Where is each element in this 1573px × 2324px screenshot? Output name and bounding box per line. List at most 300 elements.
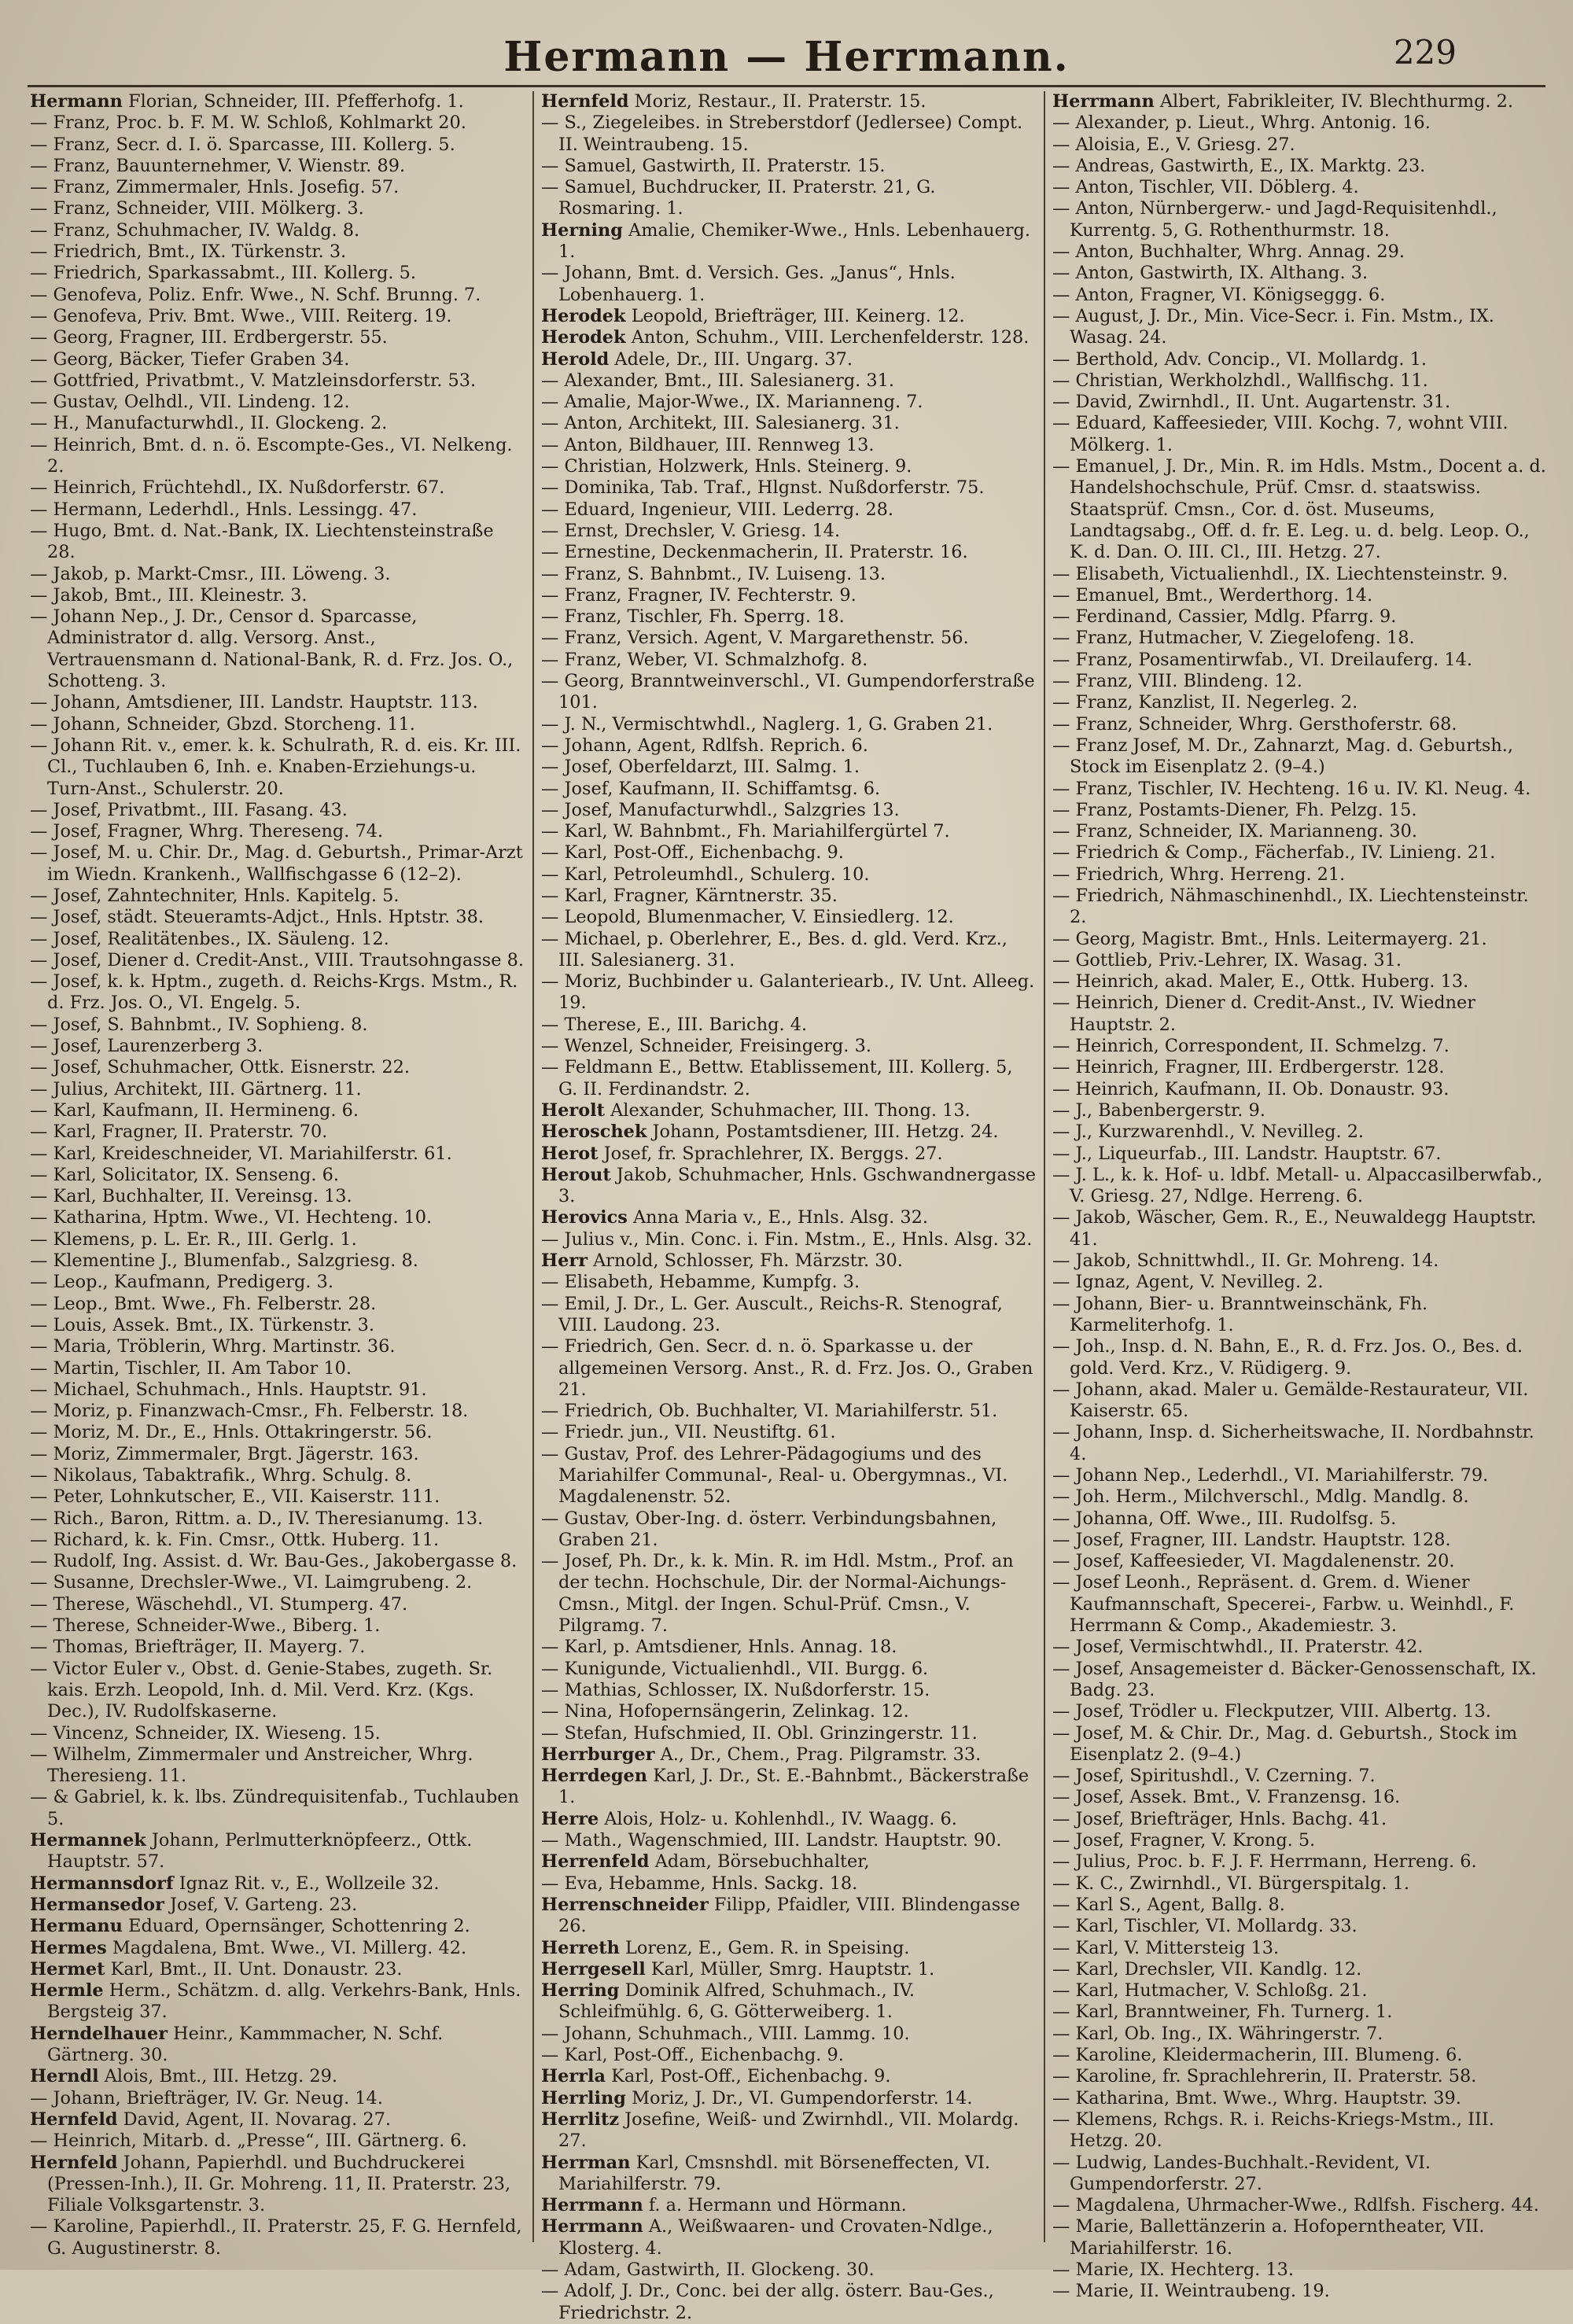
- entry-text: — Aloisia, E., V. Griesg. 27.: [1052, 134, 1295, 155]
- entry-text: Karl, Bmt., II. Unt. Donaustr. 23.: [110, 1958, 403, 1980]
- entry-text: — Vincenz, Schneider, IX. Wieseng. 15.: [30, 1722, 381, 1744]
- directory-entry: [1052, 735, 1548, 779]
- entry-text: — Ernestine, Deckenmacherin, II. Praterstr. 16.: [541, 542, 968, 563]
- directory-entry: [1052, 2109, 1548, 2153]
- entry-text: — Josef, Assek. Bmt., V. Franzensg. 16.: [1052, 1787, 1401, 1808]
- entry-text: Magdalena, Bmt. Wwe., VI. Millerg. 42.: [112, 1937, 467, 1958]
- entry-text: — Gustav, Prof. des Lehrer-Pädagogiums und des Mariahilfer Communal-, Real- u. Obergymnas., VI. Magdalenenstr. 52.: [541, 1443, 1008, 1508]
- entry-text: — Victor Euler v., Obst. d. Genie-Stabes, zugeth. Sr. kais. Erzh. Leopold, Inh. d. Mil. Verd. Krz. (Kgs. Dec.), IV. Rudolfskaserne.: [30, 1658, 493, 1722]
- directory-entry: [30, 1100, 525, 1121]
- entry-text: — Elisabeth, Hebamme, Kumpfg. 3.: [541, 1272, 860, 1293]
- directory-entry: [1052, 306, 1548, 349]
- directory-entry: [30, 1465, 525, 1486]
- entry-surname: Herring: [541, 1980, 620, 2002]
- directory-entry: [1052, 1959, 1548, 1980]
- directory-entry: [30, 349, 525, 370]
- entry-text: — Franz, Schneider, IX. Marianneng. 30.: [1052, 821, 1417, 842]
- directory-entry: [541, 671, 1037, 714]
- directory-entry: [30, 971, 525, 1015]
- directory-entry: [30, 1744, 525, 1788]
- directory-entry: [1052, 950, 1548, 971]
- directory-entry: [30, 2131, 525, 2152]
- entry-text: — Heinrich, Mitarb. d. „Presse“, III. Gärtnerg. 6.: [30, 2131, 467, 2152]
- entry-text: — Johann Nep., Lederhdl., VI. Mariahilferstr. 79.: [1052, 1465, 1489, 1486]
- directory-entry: [1052, 1465, 1548, 1486]
- entry-surname: Herold: [541, 348, 610, 370]
- directory-entry: [1052, 134, 1548, 156]
- directory-entry: [541, 886, 1037, 907]
- entry-text: — Friedr. jun., VII. Neustiftg. 61.: [541, 1422, 836, 1443]
- directory-entry: [541, 1723, 1037, 1744]
- directory-entry: [541, 1938, 1037, 1959]
- entry-text: — Franz, Bauunternehmer, V. Wienstr. 89.: [30, 155, 406, 176]
- entry-text: — Gustav, Ober-Ing. d. österr. Verbindungsbahnen, Graben 21.: [541, 1508, 997, 1550]
- entry-surname: Herrburger: [541, 1744, 655, 1765]
- directory-entry: [541, 714, 1037, 735]
- directory-entry: [1052, 800, 1548, 821]
- entry-text: — Friedrich, Gen. Secr. d. n. ö. Sparkasse u. der allgemeinen Versorg. Anst., R. d. Frz. Jos. O., Graben 21.: [541, 1336, 1033, 1400]
- entry-text: — Emil, J. Dr., L. Ger. Auscult., Reichs-R. Stenograf, VIII. Laudong. 23.: [541, 1293, 1003, 1335]
- entry-text: — Samuel, Gastwirth, II. Praterstr. 15.: [541, 155, 886, 176]
- directory-entry: [541, 1036, 1037, 1057]
- directory-entry: [1052, 628, 1548, 649]
- directory-entry: [541, 1508, 1037, 1552]
- entry-text: — Josef, städt. Steueramts-Adjct., Hnls. Hptstr. 38.: [30, 907, 484, 928]
- directory-entry: [1052, 177, 1548, 198]
- entry-text: — David, Zwirnhdl., II. Unt. Augartenstr. 31.: [1052, 392, 1451, 413]
- entry-text: — Josef, k. k. Hptm., zugeth. d. Reichs-Krgs. Mstm., R. d. Frz. Jos. O., VI. Engelg. 5.: [30, 971, 518, 1014]
- directory-entry: [541, 2109, 1037, 2153]
- entry-text: — Franz, Versich. Agent, V. Margarethenstr. 56.: [541, 628, 969, 649]
- directory-entry: [30, 1551, 525, 1572]
- entry-text: — Hermann, Lederhdl., Hnls. Lessingg. 47.: [30, 499, 418, 520]
- directory-entry: [30, 263, 525, 284]
- directory-entry: [541, 349, 1037, 370]
- entry-text: — J., Kurzwarenhdl., V. Nevilleg. 2.: [1052, 1121, 1365, 1143]
- entry-text: — Klemens, Rchgs. R. i. Reichs-Kriegs-Mstm., III. Hetzg. 20.: [1052, 2109, 1494, 2152]
- entry-text: — Genofeva, Poliz. Enfr. Wwe., N. Schf. Brunng. 7.: [30, 284, 481, 305]
- entry-surname: Herrman: [541, 2152, 631, 2173]
- entry-text: — Johann, akad. Maler u. Gemälde-Restaurateur, VII. Kaiserstr. 65.: [1052, 1379, 1529, 1422]
- entry-text: — Anton, Buchhalter, Whrg. Annag. 29.: [1052, 241, 1405, 263]
- entry-text: — Moriz, p. Finanzwach-Cmsr., Fh. Felberstr. 18.: [30, 1401, 469, 1422]
- entry-text: — Heinrich, Früchtehdl., IX. Nußdorferstr. 67.: [30, 477, 445, 499]
- directory-entry: [30, 327, 525, 348]
- directory-entry: [30, 177, 525, 198]
- entry-text: David, Agent, II. Novarag. 27.: [123, 2109, 391, 2130]
- header-rule: [28, 85, 1545, 87]
- directory-entry: [1052, 456, 1548, 563]
- entry-text: — Karl, Petroleumhdl., Schulerg. 10.: [541, 864, 870, 885]
- directory-entry: [541, 327, 1037, 348]
- entry-text: Karl, J. Dr., St. E.-Bahnbmt., Bäckerstraße 1.: [558, 1766, 1030, 1808]
- directory-entry: [541, 628, 1037, 649]
- entry-text: Heinr., Kammmacher, N. Schf. Gärtnerg. 30.: [47, 2023, 444, 2066]
- directory-entry: [1052, 241, 1548, 263]
- entry-text: — Feldmann E., Bettw. Etablissement, III. Kollerg. 5, G. II. Ferdinandstr. 2.: [541, 1057, 1013, 1099]
- directory-entry: [30, 1572, 525, 1593]
- entry-surname: Hermannek: [30, 1830, 146, 1851]
- entry-text: — Anton, Architekt, III. Salesianerg. 31.: [541, 413, 900, 434]
- entry-text: — Dominika, Tab. Traf., Hlgnst. Nußdorferstr. 75.: [541, 477, 985, 499]
- entry-text: — H., Manufacturwhdl., II. Glockeng. 2.: [30, 413, 388, 434]
- directory-entry: [30, 1015, 525, 1036]
- entry-text: Adele, Dr., III. Ungarg. 37.: [614, 348, 853, 370]
- entry-text: A., Dr., Chem., Prag. Pilgramstr. 33.: [660, 1744, 982, 1765]
- entry-text: — Mathias, Schlosser, IX. Nußdorferstr. 15.: [541, 1679, 930, 1700]
- directory-entry: [541, 929, 1037, 972]
- entry-surname: Hermannsdorf: [30, 1873, 174, 1894]
- directory-entry: [30, 112, 525, 134]
- entry-surname: Hernfeld: [30, 2109, 118, 2130]
- directory-entry: [541, 800, 1037, 821]
- entry-text: — Franz, Schneider, VIII. Mölkerg. 3.: [30, 198, 364, 219]
- directory-entry: [1052, 2066, 1548, 2087]
- entry-text: — Heinrich, akad. Maler, E., Ottk. Huberg. 13.: [1052, 971, 1469, 993]
- column-right: [1052, 91, 1548, 2302]
- entry-text: — Jakob, Schnittwhdl., II. Gr. Mohreng. 14.: [1052, 1250, 1439, 1272]
- entry-text: — Franz, Hutmacher, V. Ziegelofeng. 18.: [1052, 628, 1415, 649]
- entry-text: — Joh. Herm., Milchverschl., Mdlg. Mandlg. 8.: [1052, 1486, 1469, 1508]
- entry-text: — Franz, Schneider, Whrg. Gersthoferstr. 68.: [1052, 713, 1457, 735]
- directory-entry: [30, 1401, 525, 1422]
- directory-entry: [541, 864, 1037, 886]
- entry-text: — J., Liqueurfab., III. Landstr. Hauptstr. 67.: [1052, 1143, 1442, 1164]
- directory-entry: [541, 1766, 1037, 1809]
- directory-entry: [1052, 1121, 1548, 1143]
- directory-entry: [30, 1250, 525, 1272]
- entry-text: Josef, fr. Sprachlehrer, IX. Berggs. 27.: [603, 1143, 943, 1164]
- directory-entry: [30, 198, 525, 219]
- directory-entry: [30, 1830, 525, 1873]
- directory-entry: [541, 1207, 1037, 1228]
- directory-entry: [1052, 2045, 1548, 2066]
- entry-surname: Herovics: [541, 1207, 628, 1228]
- directory-entry: [30, 435, 525, 478]
- entry-text: — Johann, Insp. d. Sicherheitswache, II. Nordbahnstr. 4.: [1052, 1422, 1534, 1464]
- column-left: [30, 91, 525, 2259]
- directory-entry: [541, 2153, 1037, 2196]
- entry-text: — Friedrich, Sparkassabmt., III. Kollerg. 5.: [30, 263, 417, 284]
- directory-entry: [1052, 1057, 1548, 1078]
- entry-text: — Josef, M. u. Chir. Dr., Mag. d. Geburtsh., Primar-Arzt im Wiedn. Krankenh., Wallfischgasse 6 (12–2).: [30, 842, 523, 885]
- entry-text: Moriz, Restaur., II. Praterstr. 15.: [634, 91, 926, 112]
- entry-text: — Rich., Baron, Rittm. a. D., IV. Theresianumg. 13.: [30, 1508, 484, 1529]
- directory-entry: [1052, 1851, 1548, 1873]
- directory-entry: [1052, 671, 1548, 692]
- directory-entry: [30, 821, 525, 842]
- directory-entry: [30, 1358, 525, 1379]
- entry-text: Lorenz, E., Gem. R. in Speising.: [625, 1937, 910, 1958]
- entry-text: — Georg, Fragner, III. Erdbergerstr. 55.: [30, 327, 388, 348]
- entry-surname: Hermes: [30, 1937, 107, 1958]
- directory-entry: [1052, 1165, 1548, 1208]
- entry-text: — Marie, IX. Hechterg. 13.: [1052, 2259, 1295, 2280]
- entry-text: — Hugo, Bmt. d. Nat.-Bank, IX. Liechtensteinstraße 28.: [30, 520, 494, 563]
- directory-entry: [30, 370, 525, 392]
- directory-entry: [30, 929, 525, 950]
- directory-entry: [30, 1615, 525, 1637]
- directory-entry: [1052, 650, 1548, 671]
- entry-text: — Klementine J., Blumenfab., Salzgriesg. 8.: [30, 1250, 418, 1272]
- entry-surname: Heroschek: [541, 1121, 647, 1143]
- directory-entry: [30, 714, 525, 735]
- entry-text: Leopold, Briefträger, III. Keinerg. 12.: [631, 305, 965, 326]
- directory-entry: [1052, 1701, 1548, 1722]
- directory-entry: [30, 1229, 525, 1250]
- entry-text: Karl, Müller, Smrg. Hauptstr. 1.: [650, 1958, 935, 1980]
- directory-entry: [30, 1787, 525, 1830]
- entry-text: — Karl, Ob. Ing., IX. Währingerstr. 7.: [1052, 2023, 1383, 2044]
- directory-entry: [30, 241, 525, 263]
- entry-text: — Emanuel, J. Dr., Min. R. im Hdls. Mstm., Docent a. d. Handelshochschule, Prüf. Cmsr. d. staatswiss. Staatsprüf. Cmsn., Cor. d. öst. Museums, Landtagsabg., Off. d. fr. E. Leg. u. d. belg. Leop. O., K. d. Dan. O. III. Cl., III. Hetzg. 27.: [1052, 456, 1546, 563]
- directory-entry: [30, 220, 525, 241]
- entry-text: — Josef, Spiritushdl., V. Czerning. 7.: [1052, 1766, 1376, 1787]
- entry-text: — Karl, Fragner, Kärntnerstr. 35.: [541, 885, 838, 906]
- column-divider: [532, 91, 534, 2242]
- directory-entry: [30, 1165, 525, 1186]
- page-header: [0, 0, 1573, 87]
- entry-text: — Karoline, fr. Sprachlehrerin, II. Praterstr. 58.: [1052, 2066, 1477, 2087]
- entry-surname: Herrmann: [541, 2216, 643, 2237]
- entry-text: — & Gabriel, k. k. lbs. Zündrequisitenfab., Tuchlauben 5.: [30, 1787, 519, 1829]
- entry-text: — Michael, p. Oberlehrer, E., Bes. d. gld. Verd. Krz., III. Salesianerg. 31.: [541, 928, 1008, 970]
- directory-entry: [541, 220, 1037, 263]
- directory-entry: [1052, 1100, 1548, 1121]
- directory-entry: [30, 392, 525, 413]
- directory-entry: [1052, 1508, 1548, 1530]
- directory-entry: [541, 1272, 1037, 1293]
- entry-text: Herm., Schätzm. d. allg. Verkehrs-Bank, Hnls. Bergsteig 37.: [47, 1980, 521, 2023]
- entry-text: — Franz, Secr. d. I. ö. Sparcasse, III. Kollerg. 5.: [30, 134, 455, 155]
- entry-text: — Alexander, p. Lieut., Whrg. Antonig. 16.: [1052, 112, 1431, 134]
- directory-entry: [30, 1036, 525, 1057]
- entry-text: — Johann, Schneider, Gbzd. Storcheng. 11.: [30, 713, 415, 735]
- entry-surname: Herr: [541, 1250, 588, 1272]
- entry-text: — Franz, Tischler, Fh. Sperrg. 18.: [541, 606, 845, 628]
- directory-entry: [541, 1659, 1037, 1680]
- entry-text: — Friedrich, Bmt., IX. Türkenstr. 3.: [30, 241, 347, 263]
- entry-text: — Josef, Fragner, V. Krong. 5.: [1052, 1830, 1316, 1851]
- entry-surname: Herot: [541, 1143, 599, 1164]
- entry-text: — Magdalena, Uhrmacher-Wwe., Rdlfsh. Fischerg. 44.: [1052, 2195, 1539, 2216]
- directory-entry: [1052, 1250, 1548, 1272]
- entry-text: — Moriz, M. Dr., E., Hnls. Ottakringerstr. 56.: [30, 1422, 433, 1443]
- directory-entry: [541, 842, 1037, 864]
- directory-entry: [30, 1723, 525, 1744]
- entry-surname: Herrgesell: [541, 1958, 646, 1980]
- entry-text: — Karoline, Papierhdl., II. Praterstr. 25, F. G. Hernfeld, G. Augustinerstr. 8.: [30, 2216, 522, 2259]
- directory-entry: [541, 499, 1037, 521]
- directory-entry: [541, 392, 1037, 413]
- entry-text: — Elisabeth, Victualienhdl., IX. Liechtensteinstr. 9.: [1052, 563, 1509, 584]
- entry-text: Jakob, Schuhmacher, Hnls. Gschwandnergasse 3.: [558, 1164, 1036, 1207]
- entry-text: — Karl, Kreideschneider, VI. Mariahilferstr. 61.: [30, 1143, 452, 1164]
- directory-entry: [30, 1530, 525, 1551]
- entry-text: — Gottlieb, Priv.-Lehrer, IX. Wasag. 31.: [1052, 949, 1402, 970]
- entry-surname: Hermansedor: [30, 1894, 164, 1915]
- entry-text: — Josef, Privatbmt., III. Fasang. 43.: [30, 799, 348, 820]
- directory-entry: [541, 650, 1037, 671]
- directory-entry: [30, 735, 525, 800]
- directory-entry: [30, 1379, 525, 1401]
- entry-text: Ignaz Rit. v., E., Wollzeile 32.: [179, 1873, 440, 1894]
- entry-text: — Johanna, Off. Wwe., III. Rudolfsg. 5.: [1052, 1508, 1397, 1529]
- entry-surname: Hermet: [30, 1958, 105, 1980]
- directory-entry: [1052, 886, 1548, 929]
- entry-text: — Therese, Schneider-Wwe., Biberg. 1.: [30, 1615, 381, 1637]
- entry-text: — Ferdinand, Cassier, Mdlg. Pfarrg. 9.: [1052, 606, 1397, 628]
- entry-text: — Josef, Laurenzerberg 3.: [30, 1036, 263, 1057]
- directory-entry: [1052, 692, 1548, 713]
- entry-surname: Herndelhauer: [30, 2023, 168, 2044]
- entry-text: — Wenzel, Schneider, Freisingerg. 3.: [541, 1036, 871, 1057]
- entry-text: — Franz, VIII. Blindeng. 12.: [1052, 671, 1302, 692]
- entry-text: Amalie, Chemiker-Wwe., Hnls. Lebenhauerg. 1.: [558, 219, 1030, 263]
- entry-surname: Herodek: [541, 305, 626, 326]
- directory-entry: [1052, 2216, 1548, 2260]
- entry-text: — Johann, Bier- u. Branntweinschänk, Fh. Karmeliterhofg. 1.: [1052, 1293, 1428, 1335]
- entry-text: — Christian, Holzwerk, Hnls. Steinerg. 9.: [541, 456, 912, 477]
- directory-entry: [541, 821, 1037, 842]
- entry-text: A., Weißwaaren- und Crovaten-Ndlge., Klosterg. 4.: [558, 2216, 993, 2259]
- directory-entry: [541, 263, 1037, 306]
- directory-entry: [541, 2045, 1037, 2066]
- entry-text: — Julius, Proc. b. F. J. F. Herrmann, Herreng. 6.: [1052, 1851, 1477, 1873]
- directory-entry: [541, 1057, 1037, 1100]
- entry-text: — Franz, Zimmermaler, Hnls. Josefig. 57.: [30, 177, 400, 198]
- entry-text: — Johann, Amtsdiener, III. Landstr. Hauptstr. 113.: [30, 692, 478, 713]
- directory-entry: [1052, 1895, 1548, 1916]
- entry-text: — Karl S., Agent, Ballg. 8.: [1052, 1894, 1285, 1915]
- directory-entry: [541, 1444, 1037, 1508]
- entry-text: — Stefan, Hufschmied, II. Obl. Grinzingerstr. 11.: [541, 1722, 978, 1744]
- directory-entry: [30, 1508, 525, 1530]
- entry-text: Anna Maria v., E., Hnls. Alsg. 32.: [633, 1207, 928, 1228]
- entry-text: — Heinrich, Diener d. Credit-Anst., IV. Wiedner Hauptstr. 2.: [1052, 993, 1475, 1035]
- entry-text: Alexander, Schuhmacher, III. Thong. 13.: [610, 1099, 971, 1121]
- directory-entry: [30, 1486, 525, 1508]
- directory-entry: [541, 2260, 1037, 2281]
- entry-text: — Friedrich & Comp., Fächerfab., IV. Linieng. 21.: [1052, 842, 1496, 864]
- entry-text: — Georg, Bäcker, Tiefer Graben 34.: [30, 348, 350, 370]
- directory-entry: [30, 499, 525, 521]
- directory-entry: [541, 2088, 1037, 2109]
- entry-text: — Leop., Bmt. Wwe., Fh. Felberstr. 28.: [30, 1293, 377, 1314]
- entry-text: — Karl, Solicitator, IX. Senseng. 6.: [30, 1164, 339, 1185]
- entry-text: — Johann, Bmt. d. Versich. Ges. „Janus“, Hnls. Lobenhauerg. 1.: [541, 263, 956, 305]
- directory-entry: [541, 542, 1037, 563]
- entry-text: — Joh., Insp. d. N. Bahn, E., R. d. Frz. Jos. O., Bes. d. gold. Verd. Krz., V. Rüdigerg. 9.: [1052, 1336, 1523, 1379]
- directory-entry: [30, 156, 525, 177]
- directory-entry: [541, 1637, 1037, 1658]
- entry-text: — Amalie, Major-Wwe., IX. Marianneng. 7.: [541, 392, 923, 413]
- directory-entry: [1052, 2024, 1548, 2045]
- entry-text: — Josef, S. Bahnbmt., IV. Sophieng. 8.: [30, 1014, 368, 1035]
- entry-text: — Franz, Tischler, IV. Hechteng. 16 u. IV. Kl. Neug. 4.: [1052, 778, 1531, 799]
- directory-entry: [541, 370, 1037, 392]
- entry-text: — Susanne, Drechsler-Wwe., VI. Laimgrubeng. 2.: [30, 1572, 473, 1593]
- directory-entry: [30, 1121, 525, 1143]
- directory-entry: [1052, 1079, 1548, 1100]
- directory-entry: [30, 2109, 525, 2131]
- directory-entry: [1052, 1938, 1548, 1959]
- entry-text: — Franz, Fragner, IV. Fechterstr. 9.: [541, 584, 856, 606]
- directory-entry: [30, 1659, 525, 1723]
- entry-text: — Josef, Fragner, III. Landstr. Hauptstr. 128.: [1052, 1529, 1451, 1550]
- entry-text: — Adam, Gastwirth, II. Glockeng. 30.: [541, 2259, 875, 2280]
- entry-text: — Louis, Assek. Bmt., IX. Türkenstr. 3.: [30, 1314, 375, 1335]
- directory-entry: [30, 950, 525, 971]
- entry-text: — Karl, Post-Off., Eichenbachg. 9.: [541, 842, 844, 864]
- entry-text: — Moriz, Zimmermaler, Brgt. Jägerstr. 163.: [30, 1443, 419, 1464]
- directory-entry: [541, 1980, 1037, 2024]
- directory-entry: [30, 800, 525, 821]
- directory-entry: [30, 1959, 525, 1980]
- directory-entry: [1052, 1787, 1548, 1808]
- directory-entry: [1052, 842, 1548, 864]
- entry-text: — J. N., Vermischtwhdl., Naglerg. 1, G. Graben 21.: [541, 713, 993, 735]
- directory-entry: [30, 842, 525, 886]
- directory-entry: [541, 1701, 1037, 1722]
- entry-text: — Heinrich, Correspondent, II. Schmelzg. 7.: [1052, 1036, 1450, 1057]
- entry-text: — Johann Rit. v., emer. k. k. Schulrath, R. d. eis. Kr. III. Cl., Tuchlauben 6, Inh. e. Knaben-Erziehungs-u. Turn-Anst., Schulerstr. 20.: [30, 735, 521, 799]
- entry-text: — Ignaz, Agent, V. Nevilleg. 2.: [1052, 1272, 1324, 1293]
- directory-entry: [541, 413, 1037, 434]
- directory-entry: [30, 1916, 525, 1937]
- directory-entry: [541, 2066, 1037, 2087]
- entry-text: — Heinrich, Kaufmann, II. Ob. Donaustr. 93.: [1052, 1078, 1450, 1099]
- entry-surname: Herrla: [541, 2066, 606, 2087]
- entry-text: — Adolf, J. Dr., Conc. bei der allg. österr. Bau-Ges., Friedrichstr. 2.: [541, 2281, 994, 2323]
- directory-entry: [1052, 1272, 1548, 1293]
- directory-entry: [1052, 1422, 1548, 1465]
- entry-text: — Anton, Gastwirth, IX. Althang. 3.: [1052, 263, 1369, 284]
- entry-surname: Herolt: [541, 1099, 605, 1121]
- entry-surname: Herreth: [541, 1937, 620, 1958]
- entry-surname: Herodek: [541, 327, 626, 348]
- directory-entry: [541, 156, 1037, 177]
- directory-entry: [541, 2024, 1037, 2045]
- entry-text: — Franz, Weber, VI. Schmalzhofg. 8.: [541, 649, 868, 670]
- directory-entry: [541, 1895, 1037, 1938]
- directory-entry: [1052, 1766, 1548, 1787]
- entry-surname: Herrling: [541, 2087, 626, 2109]
- directory-entry: [30, 1207, 525, 1228]
- entry-text: — Franz, Postamts-Diener, Fh. Pelzg. 15.: [1052, 799, 1417, 820]
- entry-text: — Eduard, Kaffeesieder, VIII. Kochg. 7, wohnt VIII. Mölkerg. 1.: [1052, 413, 1509, 455]
- directory-entry: [1052, 1379, 1548, 1423]
- directory-entry: [30, 521, 525, 564]
- entry-text: — Klemens, p. L. Er. R., III. Gerlg. 1.: [30, 1228, 357, 1250]
- directory-entry: [1052, 370, 1548, 392]
- directory-entry: [1052, 2195, 1548, 2216]
- entry-text: — Johann, Agent, Rdlfsh. Reprich. 6.: [541, 735, 868, 756]
- directory-entry: [541, 1165, 1037, 1208]
- entry-text: — Franz Josef, M. Dr., Zahnarzt, Mag. d. Geburtsh., Stock im Eisenplatz 2. (9–4.): [1052, 735, 1514, 778]
- directory-entry: [541, 1250, 1037, 1272]
- directory-entry: [1052, 929, 1548, 950]
- page-number: 229: [1393, 33, 1457, 72]
- directory-entry: [541, 456, 1037, 477]
- entry-text: — Emanuel, Bmt., Werderthorg. 14.: [1052, 584, 1373, 606]
- entry-text: — Heinrich, Bmt. d. n. ö. Escompte-Ges., VI. Nelkeng. 2.: [30, 434, 513, 477]
- entry-text: — Franz, Schuhmacher, IV. Waldg. 8.: [30, 219, 360, 241]
- directory-entry: [541, 606, 1037, 628]
- directory-entry: [30, 1336, 525, 1357]
- entry-text: Alois, Bmt., III. Hetzg. 29.: [104, 2066, 338, 2087]
- entry-text: — Franz, Kanzlist, II. Negerleg. 2.: [1052, 692, 1358, 713]
